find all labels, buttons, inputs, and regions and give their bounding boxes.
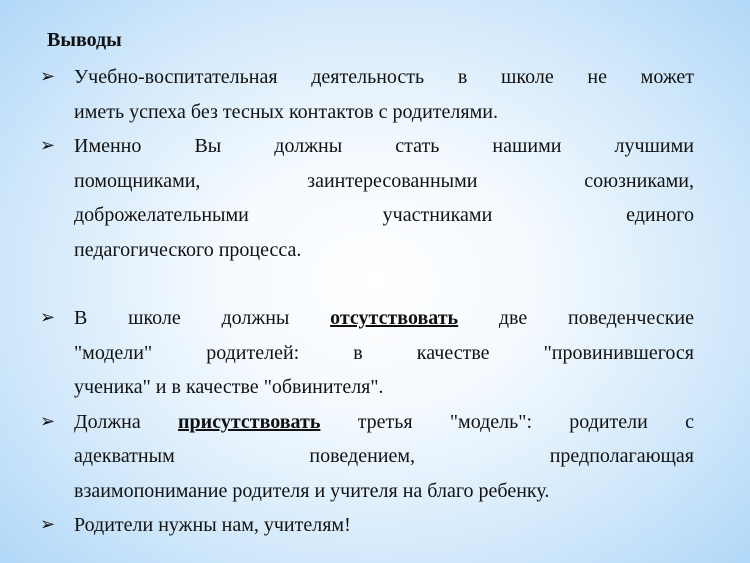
item-3-text-after: две поведенческие (458, 307, 694, 329)
conclusions-list (40, 60, 694, 543)
arrowhead-bullet-icon: ➢ (40, 410, 56, 432)
item-3-text-before: В школе должны (74, 307, 331, 329)
arrowhead-bullet-icon: ➢ (40, 307, 56, 328)
list-item-4 (40, 405, 694, 509)
item-2-line-4: педагогического процесса. (74, 238, 302, 261)
slide-title: Выводы (47, 29, 122, 51)
item-2-line-2: помощниками, заинтересованными союзниками, (74, 169, 694, 192)
item-4-line-3: взаимопонимание родителя и учителя на благо ребенку. (74, 479, 550, 502)
arrowhead-bullet-icon: ➢ (40, 514, 56, 535)
list-item-3 (40, 301, 694, 405)
item-3-line-1 (74, 301, 694, 336)
item-3-line-2: "модели" родителей: в качестве "провинившегося (74, 341, 694, 364)
item-4-text-before: Должна (74, 410, 179, 433)
item-1-line-1: Учебно-воспитательная деятельность в школе не может (74, 66, 694, 88)
list-item-1 (40, 60, 694, 129)
item-4-text-after: третья "модель": родители с (320, 410, 694, 433)
item-3-line-3: ученика" и в качестве "обвинителя". (74, 376, 384, 398)
item-3-emphasis: отсутствовать (330, 307, 459, 329)
arrowhead-bullet-icon: ➢ (40, 66, 56, 87)
arrowhead-bullet-icon: ➢ (40, 135, 56, 156)
item-2-line-3: доброжелательными участниками единого (74, 204, 694, 226)
item-4-line-1 (74, 405, 694, 440)
item-2-line-1: Именно Вы должны стать нашими лучшими (74, 135, 694, 157)
list-item-2 (40, 129, 694, 267)
item-1-line-2: иметь успеха без тесных контактов с родителями. (74, 100, 498, 123)
item-4-line-2: адекватным поведением, предполагающая (74, 445, 694, 467)
list-item-5 (40, 508, 694, 543)
item-5-line-1: Родители нужны нам, учителям! (74, 514, 351, 536)
item-4-emphasis: присутствовать (178, 410, 321, 433)
